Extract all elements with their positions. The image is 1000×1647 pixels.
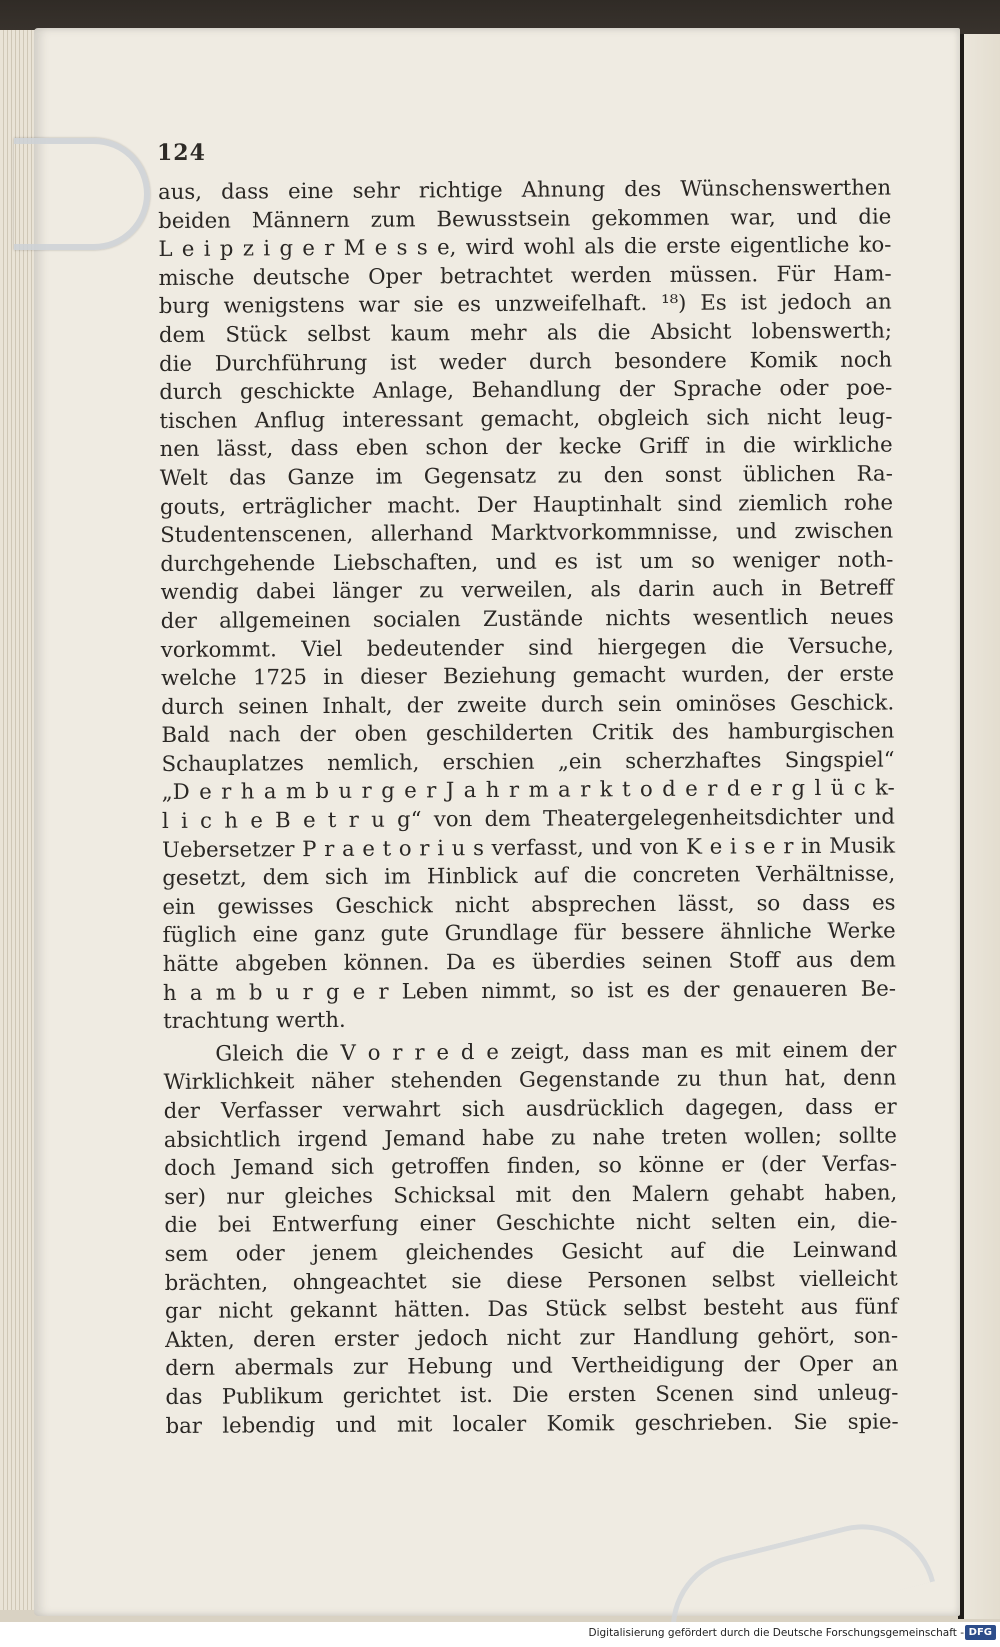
text-line: Welt das Ganze im Gegensatz zu den sonst üblichen Ra- [159,460,893,490]
text-line: L e i p z i g e r M e s s e, wird wohl als die erste eigentliche ko- [158,231,892,262]
text-line: gouts, erträglicher macht. Der Hauptinhalt sind ziemlich rohe [159,489,894,519]
text-line: durch seinen Inhalt, der zweite durch sein ominöses Geschick. [161,689,895,719]
text-line: l i c h e B e t r u g“ von dem Theatergelegenheitsdichter und [161,803,895,834]
text-line: absichtlich irgend Jemand habe zu nahe treten wollen; sollte [163,1122,897,1152]
facing-page-edge [958,34,1000,1619]
text-line: Bald nach der oben geschilderten Critik des hamburgischen [161,717,895,748]
text-line: brächten, ohngeachtet sie diese Personen selbst vielleicht [164,1265,898,1295]
text-line: ser) nur gleiches Schicksal mit den Malern gehabt haben, [164,1179,898,1209]
text-line: tischen Anflug interessant gemacht, obgleich sich nicht leug- [159,403,893,433]
text-line: welche 1725 in dieser Beziehung gemacht wurden, der erste [160,660,895,691]
text-line: Studentenscenen, allerhand Marktvorkommnisse, und zwischen [160,517,894,548]
text-line: bar lebendig und mit localer Komik geschrieben. Sie spie- [165,1408,899,1438]
text-line: aus, dass eine sehr richtige Ahnung des Wünschenswerthen [158,174,892,204]
text-line: der allgemeinen socialen Zustände nichts wesentlich neues [160,603,894,633]
text-line: trachtung werth. [163,1007,346,1034]
text-line: doch Jemand sich getroffen finden, so könne er (der Verfas- [163,1150,898,1181]
text-line: durchgehende Liebschaften, und es ist um so weniger noth- [160,546,894,576]
text-line: dem Stück selbst kaum mehr als die Absicht lobenswerth; [158,317,893,347]
text-line: die Durchführung ist weder durch besondere Komik noch [159,346,893,376]
digitization-credit: Digitalisierung gefördert durch die Deutsche Forschungsgemeinschaft - [588,1627,964,1639]
text-line: hätte abgeben können. Da es überdies seinen Stoff aus dem [162,946,896,977]
dfg-logo: DFG [965,1625,996,1640]
text-line: dern abermals zur Hebung und Vertheidigung der Oper an [165,1350,899,1381]
text-line: füglich eine ganz gute Grundlage für bessere ähnliche Werke [162,917,896,948]
text-line: mische deutsche Oper betrachtet werden müssen. Für Ham- [158,260,892,290]
text-line: ein gewisses Geschick nicht absprechen lässt, so dass es [162,889,896,919]
text-line: wendig dabei länger zu verweilen, als darin auch in Betreff [160,574,894,605]
text-line: „D e r h a m b u r g e r J a h r m a r k t o d e r d e r g l ü c k- [161,774,895,805]
text-line: beiden Männern zum Bewusstsein gekommen war, und die [158,203,892,233]
text-line: durch geschickte Anlage, Behandlung der Sprache oder poe- [159,374,893,405]
text-line: burg wenigstens war sie es unzweifelhaft. ¹⁸) Es ist jedoch an [158,288,892,319]
body-text [158,174,899,1441]
text-line: Gleich die V o r r e d e zeigt, dass man es mit einem der [215,1036,897,1066]
text-line: gesetzt, dem sich im Hinblick auf die concreten Verhältnisse, [162,860,896,891]
text-line: die bei Entwerfung einer Geschichte nicht selten ein, die- [164,1207,898,1238]
text-line: h a m b u r g e r Leben nimmt, so ist es der genaueren Be- [162,975,897,1005]
page-number: 124 [157,140,206,166]
paper-clip-icon [14,138,150,250]
text-line: gar nicht gekannt hätten. Das Stück selbst besteht aus fünf [164,1293,898,1324]
text-line: Akten, deren erster jedoch nicht zur Handlung gehört, son- [165,1322,899,1352]
text-line: Schauplatzes nemlich, erschien „ein scherzhaftes Singspiel“ [161,746,895,776]
text-line: nen lässt, dass eben schon der kecke Griff in die wirkliche [159,431,893,462]
text-line: Wirklichkeit näher stehenden Gegenstande zu thun hat, denn [163,1064,897,1095]
text-line: der Verfasser verwahrt sich ausdrücklich dagegen, dass er [163,1093,897,1123]
text-line: Uebersetzer P r a e t o r i u s verfasst, und von K e i s e r in Musik [162,832,896,862]
text-line: vorkommt. Viel bedeutender sind hiergegen die Versuche, [160,632,894,662]
text-line: das Publikum gerichtet ist. Die ersten Scenen sind unleug- [165,1379,899,1409]
text-line: sem oder jenem gleichendes Gesicht auf die Leinwand [164,1236,898,1266]
